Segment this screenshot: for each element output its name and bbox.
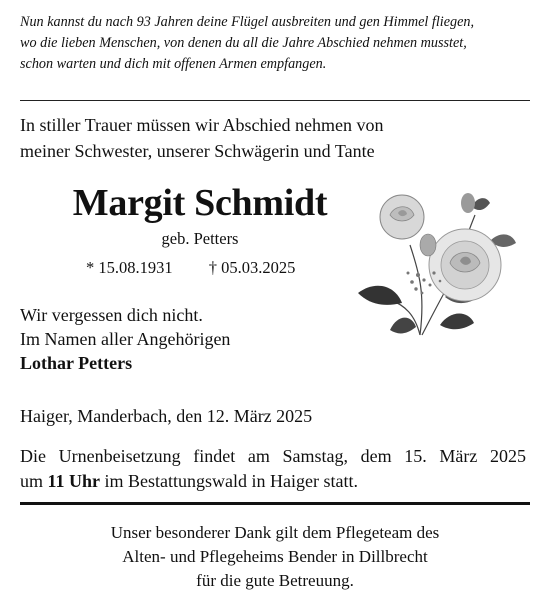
rose-bouquet-icon: [350, 185, 530, 350]
thanks-block: [20, 521, 530, 593]
burial-word: findet: [193, 446, 236, 466]
thanks-line: Unser besonderer Dank gilt dem Pflegeteam des: [110, 523, 440, 542]
mourning-line: meiner Schwester, unserer Schwägerin und Tante: [20, 141, 375, 161]
intro-poem: [20, 12, 530, 75]
birth-date: * 15.08.1931: [86, 258, 173, 277]
burial-word: 15.: [404, 446, 427, 466]
remembrance-line: Im Namen aller Angehörigen: [20, 329, 231, 349]
burial-word: Urnenbeisetzung: [58, 446, 181, 466]
intro-line: schon warten und dich mit offenen Armen empfangen.: [20, 56, 327, 72]
burial-line-2: [20, 469, 530, 494]
mourning-line: In stiller Trauer müssen wir Abschied nehmen von: [20, 115, 384, 135]
place-date: Haiger, Manderbach, den 12. März 2025: [20, 406, 313, 426]
remembrance-line: Wir vergessen dich nicht.: [20, 305, 203, 325]
mourning-statement: [20, 112, 520, 164]
burial-prefix: um: [20, 471, 48, 491]
thanks-line: Alten- und Pflegeheims Bender in Dillbrecht: [122, 547, 428, 566]
burial-location: im Bestattungswald in Haiger statt.: [100, 471, 358, 491]
burial-word: 2025: [489, 446, 526, 466]
burial-word: März: [439, 446, 478, 466]
burial-word: dem: [360, 446, 392, 466]
burial-word: am: [247, 446, 270, 466]
life-dates: [80, 257, 340, 279]
intro-line: wo die lieben Menschen, von denen du all die Jahre Abschied nehmen musstet,: [20, 35, 467, 51]
burial-word: Die: [20, 446, 46, 466]
intro-line: Nun kannst du nach 93 Jahren deine Flügel ausbreiten und gen Himmel fliegen,: [20, 14, 475, 30]
divider-bottom: [20, 502, 530, 505]
death-date: † 05.03.2025: [208, 258, 296, 277]
burial-line-1: [20, 444, 526, 469]
burial-word: Samstag,: [282, 446, 348, 466]
deceased-name: Margit Schmidt: [72, 182, 328, 224]
signer-name: Lothar Petters: [20, 353, 133, 373]
burial-time: 11 Uhr: [47, 471, 101, 491]
remembrance-block: [20, 303, 340, 375]
thanks-line: für die gute Betreuung.: [196, 571, 354, 590]
divider-top: [20, 100, 530, 101]
birth-name: geb. Petters: [161, 229, 239, 248]
burial-info: [20, 444, 530, 494]
